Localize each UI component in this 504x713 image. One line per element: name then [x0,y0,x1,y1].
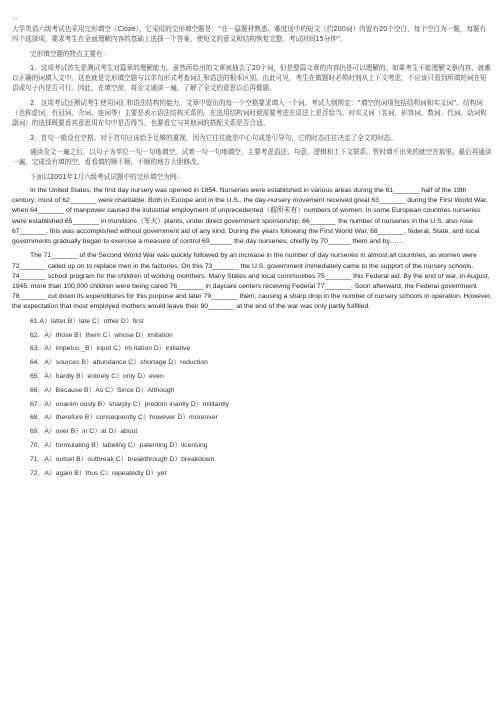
option-item: 63．A）impetus _B）input C）im itation D）initiative [30,345,191,353]
page-marker: ▫ [13,15,18,22]
answer-options-list [12,317,492,479]
option-item: 65．A）hardly B）entirely C）only D）even [30,372,164,380]
cloze-passage-paragraph-1: In the United States, the first day nursery was opened in 1854. Nurseries were established in various areas during the 61_______ half of the 19th century; most of 62_______ were charitable. Both in Europe and in the U.S., the day-nursery movement received great 63_______ during the First World War, when 64_______ of manpower caused the industrial employment of unprecedented（前所未有）numbers of women. In some European countries nurseries were established 65_______ in munitions（军火）plants, under direct government sponsorship. 66_______ the number of nurseries in the U.S. also rose 67_______, this was accomplished without government aid of any kind. During the years following the First World War, 68_______, federal, State, and local governments gradually began to exercise a measure of control 69______ the day nurseries, chiefly by 70______ them and by…… [12,186,488,245]
option-item: 62．A）those B）them C）whose D）imitation [30,331,173,339]
example-intro: 下面以2001年1月六级考试试题中的完形填空为例: [30,172,179,181]
option-item: 71．A）outset B）outbreak C）breakthrough D）breakdown [30,455,215,463]
feature-2-paragraph: 2．这项考试还测试考生使用词汇和语法结构的能力。文章中留出的每一个空格要求填入一个词。考试大纲规定：“填空的词项包括结构词和实义词”。结构词（也称虚词，有冠词、介词、连词等）主要是表示语法结构关系的。在选用结构词时便需要考虑在语法上是否恰当。对实义词（名词、形容词、数词、代词、动词和副词）的选择既要看其意思用在句中是否得当，也要看它与其他词的搭配关系是否合适。 [12,98,487,128]
cloze-passage-paragraph-2: The 71_______ of the Second World War was quickly followed by an increase in the number of day nurseries in almost all countries, as women were 72_______ called up on to replace men in the factories. On this 73_______ the U.S. government immediately came to the support of the nursery schools. 74_______ school program for the children of working monthers. Many States and local communities 75_______ this Federal aid. By the end of war, in August, 1945. more than 100,000 children were being cared 76_______ in daycare centers receiving Federal 77_______. Soon afterward, the Federal government 78_______ cut down its expenditures for this purpose and later 79_______ them, causing a sharp drop in the number of nursery schools in operation. However, the expectation that most employed mothers would leave their 80_______ at the end of the war was only partly fulfilled. [12,252,492,311]
option-item: 68．A）therefore B）consequently C）however D）moreover [30,414,218,422]
option-item: 67．A）unanim ously B）sharply C）predom inantly D）militantly [30,400,230,408]
intro-paragraph: 大学英语六级考试也采用完形填空（Cloze），它采用的完形填空题是：“在一篇题材熟悉、难度适中的短文（约200词）内留有20个空白，每个空白为一题，每题有四个选择项，要求考生在全面理解内容的基础上选择一个答案，使短文的意义和结构恢复完整。考试时间15分钟”。 [12,25,487,44]
method-paragraph: 通读全文一遍之后，以句子为单位一句一句地填空，试着一句一句地填空，主要考虑语法、句意、逻辑和上下文联系。暂时填不出来的就空在那里。最后再通读一遍，完成没有填的空，看看填的顺不顺，不顺的地方大胆修改。 [12,147,492,167]
features-heading: 完形填空题的特点主要有： [30,49,110,58]
feature-1-paragraph: 1．这项考试首先是测试考生对篇章的理解能力。虽然所给出的文章被抽去了20个词，但是整篇文章的内容仍是可以理解的。如果考生不能理解文章内容，就难以正确的词填入文中。这也就是完形填空题与以单句形式考查词汇和语法的根本区别。由此可见，考生在做题时必须时刻从上下文考虑，不应该只看到所填的词在短语或句子内是否可行。因此，在填空前，将全文通读一遍，了解了全文的意思以后再做题。 [12,63,491,93]
option-item: 66．A）Because B）As C）Since D）Although [30,386,175,394]
option-item: 64．A）sources B）abundance C）shortage D）reduction [30,359,208,367]
feature-3-paragraph: 3．首句一般没有空格。对于首句应该给予足够的重视，因为它往往就是中心句或是引导句，它的时态往往决定了全文的时态。 [30,133,397,142]
option-item: 72．A）again B）thus C）repeatedly D）yet [30,469,167,477]
option-item: 61.A）latter B）late C）other D）first [30,317,144,325]
option-item: 69．A）over B）in C）at D）about [30,428,138,436]
option-item: 70．A）formulating B）labeling C）patenting D）licensing [30,441,208,449]
